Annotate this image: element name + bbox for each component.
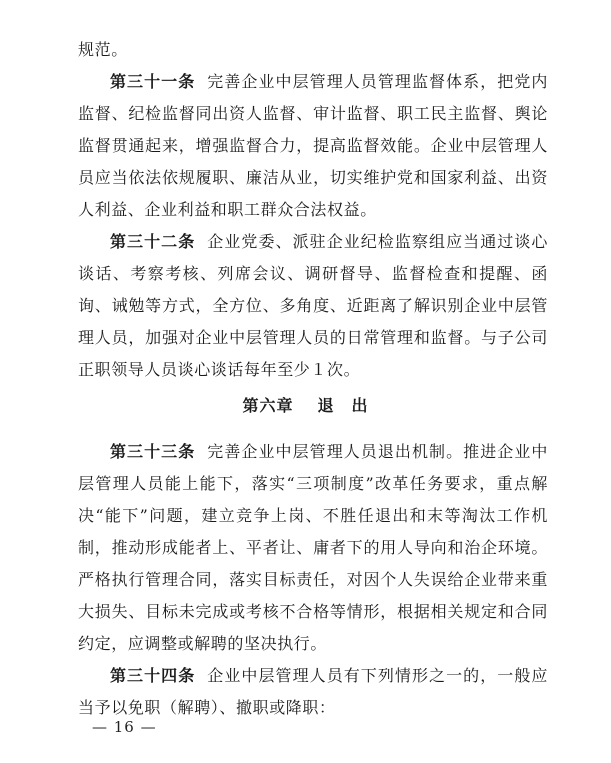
page-number: — 16 —: [92, 718, 157, 736]
paragraph-text: 规范。: [78, 40, 128, 59]
article-text: 企业党委、派驻企业纪检监察组应当通过谈心谈话、考察考核、列席会议、调研督导、监督检查和提醒、函询、诫勉等方式，全方位、多角度、近距离了解识别企业中层管理人员，加强对企业中层管理人员的日常管理和监督。与子公司正职领导人员谈心谈话每年至少１次。: [78, 232, 548, 379]
article-text: 企业中层管理人员有下列情形之一的，一般应当予以免职（解聘）、撤职或降职：: [78, 666, 548, 717]
article-label: 第三十三条: [110, 442, 196, 461]
article-label: 第三十一条: [110, 72, 196, 91]
article-label: 第三十四条: [110, 666, 196, 685]
article-33: [78, 436, 548, 660]
article-32: [78, 226, 548, 386]
chapter-title: 退 出: [317, 396, 369, 415]
article-31: [78, 66, 548, 226]
article-text: 完善企业中层管理人员管理监督体系，把党内监督、纪检监督同出资人监督、审计监督、职工民主监督、舆论监督贯通起来，增强监督合力，提高监督效能。企业中层管理人员应当依法依规履职、廉洁从业，切实维护党和国家利益、出资人利益、企业利益和职工群众合法权益。: [78, 72, 548, 219]
chapter-heading: [0, 393, 611, 416]
paragraph-continuation: [78, 34, 548, 66]
chapter-number: 第六章: [242, 396, 294, 415]
article-text: 完善企业中层管理人员退出机制。推进企业中层管理人员能上能下，落实“三项制度”改革任务要求，重点解决“能下”问题，建立竞争上岗、不胜任退出和末等淘汰工作机制，推动形成能者上、平者让、庸者下的用人导向和治企环境。严格执行管理合同，落实目标责任，对因个人失误给企业带来重大损失、目标未完成或考核不合格等情形，根据相关规定和合同约定，应调整或解聘的坚决执行。: [78, 442, 548, 653]
article-34: [78, 660, 548, 724]
article-label: 第三十二条: [110, 232, 196, 251]
